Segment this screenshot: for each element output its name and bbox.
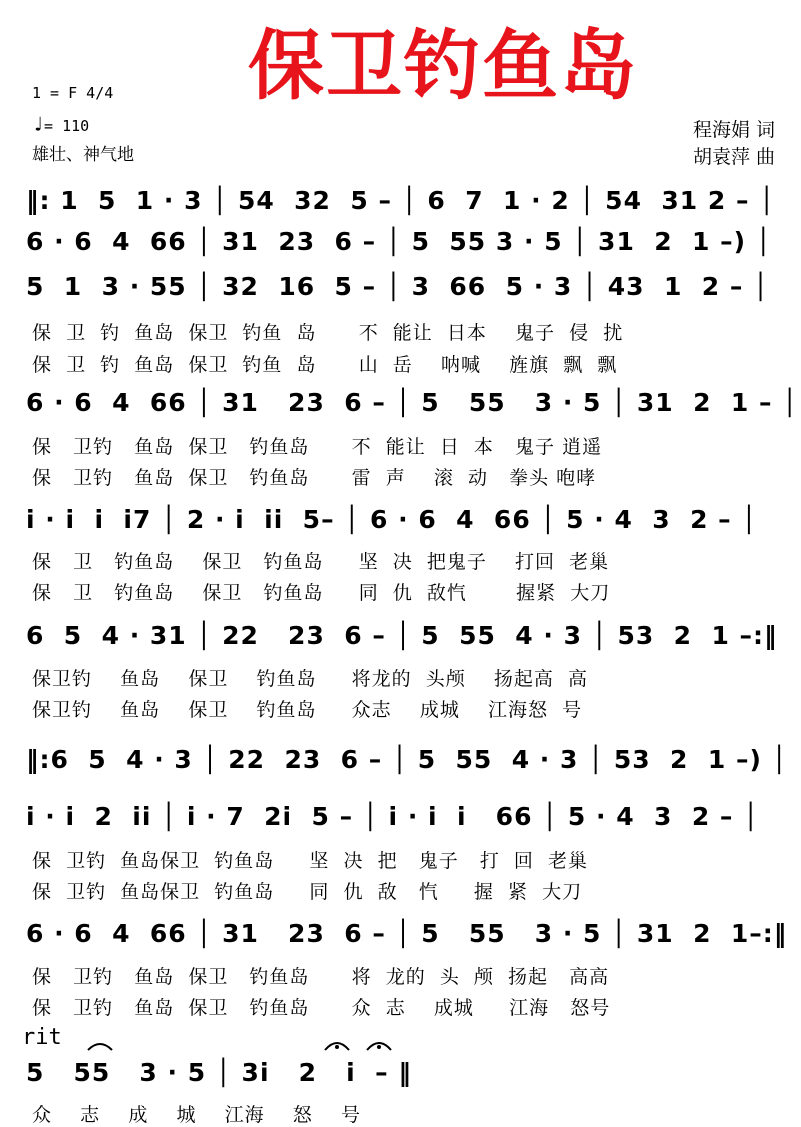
key-time-signature: 1 = F 4/4 [32,84,114,102]
tempo-marking: ♩= 110 [32,112,90,136]
lyric-line: 保 卫钓 鱼岛 保卫 钓鱼岛 众 志 成城 江海 怒号 [32,997,611,1019]
score-row-4: 6 · 6 4 66 │ 31 23 6 – │ 5 55 3 · 5 │ 31 2 1 – │ [26,388,799,417]
lyric-line: 保 卫钓 鱼岛保卫 钓鱼岛 同 仇 敌 忾 握 紧 大刀 [32,881,583,903]
song-title: 保卫钓鱼岛 [248,21,638,110]
fermata-dot [335,1045,339,1049]
lyric-line: 保 卫 钓鱼岛 保卫 钓鱼岛 同 仇 敌忾 握紧 大刀 [32,582,611,604]
lyric-line: 保 卫 钓 鱼岛 保卫 钓鱼 岛 不 能让 日本 鬼子 侵 扰 [32,322,624,344]
ritardando-marking: rit [22,1025,62,1050]
lyric-line: 保 卫钓 鱼岛保卫 钓鱼岛 坚 决 把 鬼子 打 回 老巢 [32,850,588,872]
score-row-10: 5 55 3 · 5 │ 3i 2 i – ‖ [26,1058,412,1087]
lyric-line: 保卫钓 鱼岛 保卫 钓鱼岛 将龙的 头颅 扬起高 高 [32,668,588,690]
score-row-1: ‖: 1 5 1 · 3 │ 54 32 5 – │ 6 7 1 · 2 │ 54 31 2 – │ [26,186,776,215]
score-row-2: 6 · 6 4 66 │ 31 23 6 – │ 5 55 3 · 5 │ 31 2 1 –) │ [26,227,772,256]
composer-credit: 胡袁萍 曲 [692,146,775,168]
lyric-line: 保 卫钓 鱼岛 保卫 钓鱼岛 不 能让 日 本 鬼子 逍遥 [32,436,603,458]
quarter-note-icon: ♩ [32,112,45,136]
expression-marking: 雄壮、神气地 [32,145,134,165]
score-row-8: i · i 2 ii │ i · 7 2i 5 – │ i · i i 66 │ 5 · 4 3 2 – │ [26,802,760,831]
score-row-7: ‖:6 5 4 · 3 │ 22 23 6 – │ 5 55 4 · 3 │ 53 2 1 –) │ [26,745,788,774]
fermata-dot [377,1045,381,1049]
slur-mark [88,1044,112,1050]
lyric-line: 保 卫 钓 鱼岛 保卫 钓鱼 岛 山 岳 呐喊 旌旗 飘 飘 [32,354,618,376]
lyric-line: 保 卫钓 鱼岛 保卫 钓鱼岛 雷 声 滚 动 拳头 咆哮 [32,467,597,489]
lyricist-credit: 程海娟 词 [692,119,775,141]
lyric-line: 保 卫 钓鱼岛 保卫 钓鱼岛 坚 决 把鬼子 打回 老巢 [32,551,610,573]
score-row-3: 5 1 3 · 55 │ 32 16 5 – │ 3 66 5 · 3 │ 43 1 2 – │ [26,272,770,301]
score-row-6: 6 5 4 · 31 │ 22 23 6 – │ 5 55 4 · 3 │ 53 2 1 –:‖ [26,621,778,650]
lyric-line: 保卫钓 鱼岛 保卫 钓鱼岛 众志 成城 江海怒 号 [32,699,583,721]
lyric-line: 保 卫钓 鱼岛 保卫 钓鱼岛 将 龙的 头 颅 扬起 高高 [32,966,610,988]
score-row-9: 6 · 6 4 66 │ 31 23 6 – │ 5 55 3 · 5 │ 31 2 1–:‖ [26,919,788,948]
lyric-line: 众 志 成 城 江海 怒 号 [32,1104,361,1126]
score-row-5: i · i i i7 │ 2 · i ii 5– │ 6 · 6 4 66 │ 5 · 4 3 2 – │ [26,505,758,534]
